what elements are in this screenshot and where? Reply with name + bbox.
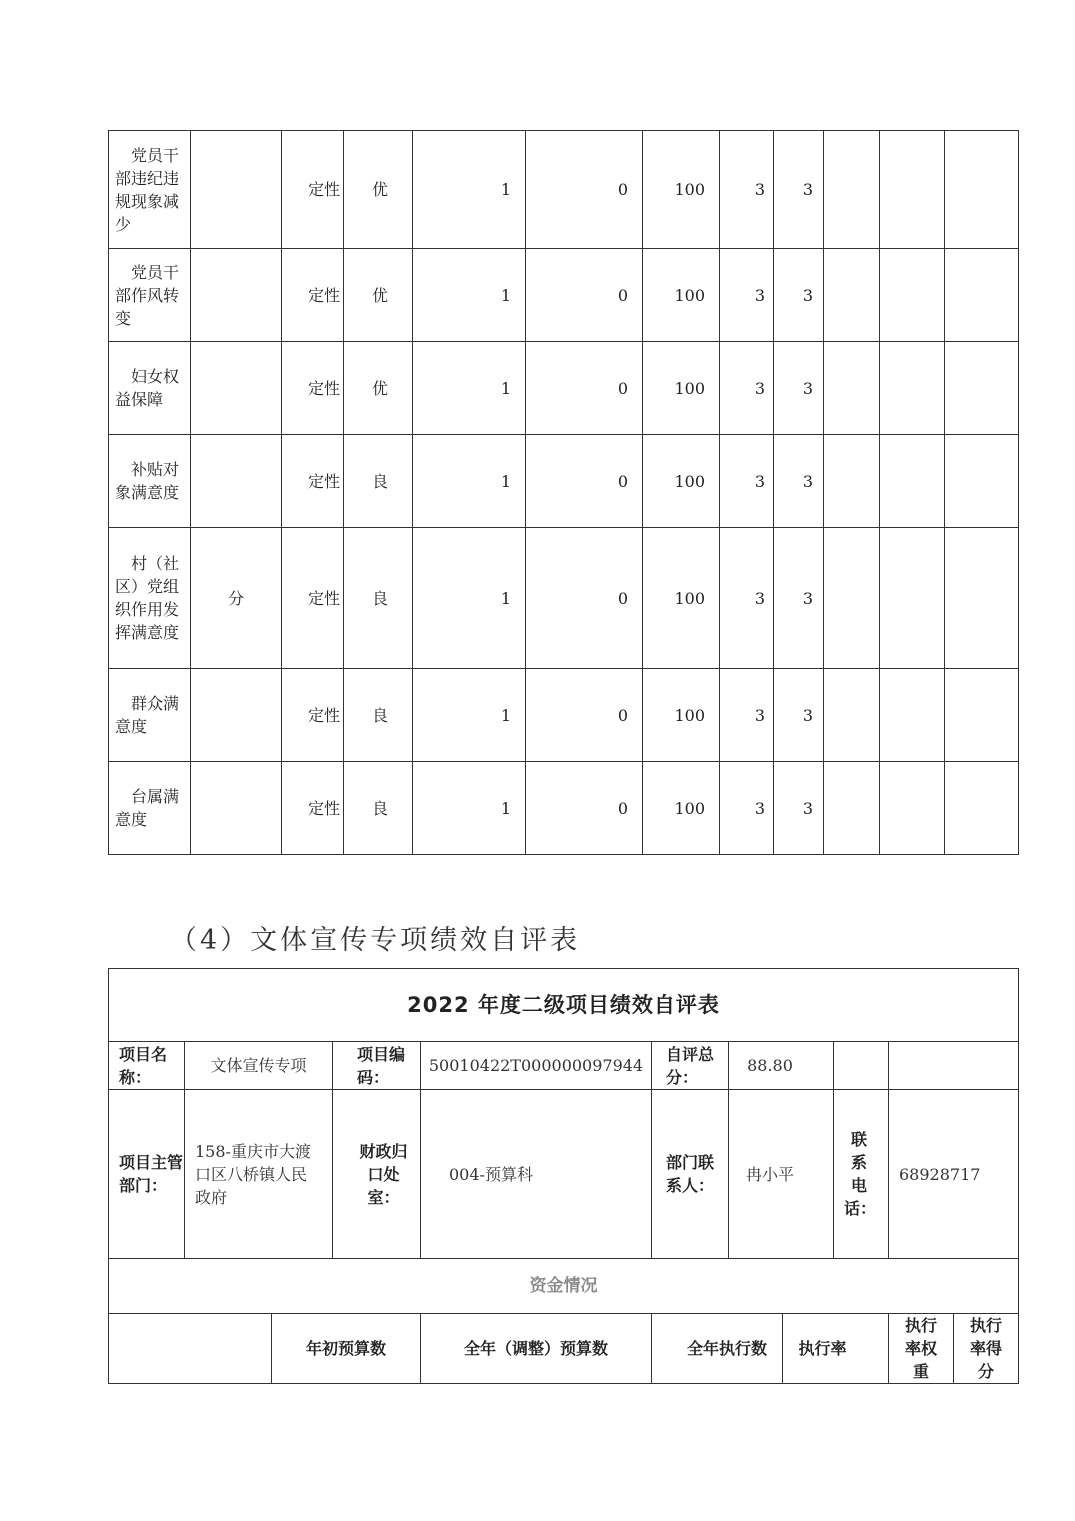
indicator-weight: 3 <box>720 435 774 528</box>
indicator-value-1: 1 <box>413 762 526 855</box>
indicator-grade: 优 <box>344 249 413 342</box>
empty-cell <box>889 1042 1019 1090</box>
indicator-grade: 良 <box>344 528 413 669</box>
project-code-value: 50010422T000000097944 <box>421 1042 652 1090</box>
section-heading: （4）文体宣传专项绩效自评表 <box>170 925 581 956</box>
header-rate-score: 执行率得分 <box>954 1314 1019 1384</box>
indicator-score: 3 <box>774 249 824 342</box>
indicator-weight: 3 <box>720 528 774 669</box>
indicator-type: 定性 <box>282 669 344 762</box>
empty-cell <box>945 131 1019 249</box>
indicator-value-2: 0 <box>526 249 643 342</box>
indicator-score: 3 <box>774 342 824 435</box>
indicator-value-1: 1 <box>413 249 526 342</box>
indicator-name: 村（社区）党组织作用发挥满意度 <box>109 528 191 669</box>
finance-label: 财政归口处室： <box>333 1090 421 1259</box>
indicator-score: 3 <box>774 131 824 249</box>
indicator-value-1: 1 <box>413 342 526 435</box>
empty-cell <box>880 249 945 342</box>
dept-label: 项目主管部门： <box>109 1090 185 1259</box>
indicator-value-2: 0 <box>526 528 643 669</box>
indicator-weight: 3 <box>720 342 774 435</box>
indicator-value-2: 0 <box>526 762 643 855</box>
indicator-name: 妇女权益保障 <box>109 342 191 435</box>
self-score-label: 自评总分： <box>652 1042 729 1090</box>
indicator-type: 定性 <box>282 342 344 435</box>
indicator-score: 3 <box>774 435 824 528</box>
indicator-value-2: 0 <box>526 342 643 435</box>
header-executed: 全年执行数 <box>652 1314 783 1384</box>
indicator-weight: 3 <box>720 762 774 855</box>
indicator-value-3: 100 <box>643 131 720 249</box>
empty-cell <box>945 669 1019 762</box>
indicator-value-3: 100 <box>643 528 720 669</box>
project-name-value: 文体宣传专项 <box>185 1042 333 1090</box>
indicator-name: 党员干部作风转变 <box>109 249 191 342</box>
indicator-grade: 良 <box>344 669 413 762</box>
contact-label: 部门联系人： <box>652 1090 729 1259</box>
indicator-type: 定性 <box>282 249 344 342</box>
indicator-score: 3 <box>774 762 824 855</box>
empty-cell <box>824 528 880 669</box>
indicator-value-2: 0 <box>526 669 643 762</box>
indicator-value-3: 100 <box>643 762 720 855</box>
table-row <box>109 131 1019 249</box>
header-rate-weight: 执行率权重 <box>889 1314 954 1384</box>
header-execution-rate: 执行率 <box>783 1314 889 1384</box>
header-adjusted-budget: 全年（调整）预算数 <box>421 1314 652 1384</box>
table-row <box>109 762 1019 855</box>
empty-cell <box>880 435 945 528</box>
empty-cell <box>880 528 945 669</box>
indicator-type: 定性 <box>282 528 344 669</box>
empty-cell <box>824 762 880 855</box>
project-name-label: 项目名称： <box>109 1042 185 1090</box>
self-evaluation-form <box>108 968 1019 1384</box>
indicator-extra <box>191 669 282 762</box>
empty-cell <box>880 762 945 855</box>
indicator-value-3: 100 <box>643 342 720 435</box>
form-title: 2022 年度二级项目绩效自评表 <box>109 969 1019 1042</box>
indicator-value-2: 0 <box>526 435 643 528</box>
indicator-name: 党员干部违纪违规现象减少 <box>109 131 191 249</box>
empty-cell <box>945 249 1019 342</box>
indicator-score: 3 <box>774 528 824 669</box>
table-row <box>109 342 1019 435</box>
empty-cell <box>880 131 945 249</box>
empty-cell <box>824 669 880 762</box>
finance-value: 004-预算科 <box>421 1090 652 1259</box>
indicator-score: 3 <box>774 669 824 762</box>
empty-cell <box>880 669 945 762</box>
contact-value: 冉小平 <box>729 1090 834 1259</box>
dept-value: 158-重庆市大渡口区八桥镇人民政府 <box>185 1090 333 1259</box>
table-row <box>109 528 1019 669</box>
indicator-value-2: 0 <box>526 131 643 249</box>
indicator-table <box>108 130 1019 855</box>
indicator-value-1: 1 <box>413 669 526 762</box>
indicator-grade: 良 <box>344 762 413 855</box>
empty-cell <box>824 249 880 342</box>
empty-cell <box>824 435 880 528</box>
indicator-weight: 3 <box>720 131 774 249</box>
header-initial-budget: 年初预算数 <box>272 1314 421 1384</box>
empty-cell <box>834 1042 889 1090</box>
self-score-value: 88.80 <box>729 1042 834 1090</box>
indicator-value-1: 1 <box>413 528 526 669</box>
indicator-extra <box>191 342 282 435</box>
indicator-weight: 3 <box>720 669 774 762</box>
empty-cell <box>945 528 1019 669</box>
funds-section-header: 资金情况 <box>109 1259 1019 1314</box>
indicator-type: 定性 <box>282 762 344 855</box>
indicator-extra <box>191 435 282 528</box>
project-code-label: 项目编码： <box>333 1042 421 1090</box>
empty-cell <box>824 131 880 249</box>
indicator-type: 定性 <box>282 131 344 249</box>
empty-cell <box>109 1314 272 1384</box>
phone-value: 68928717 <box>889 1090 1019 1259</box>
indicator-value-3: 100 <box>643 249 720 342</box>
indicator-grade: 优 <box>344 131 413 249</box>
indicator-value-3: 100 <box>643 669 720 762</box>
indicator-grade: 优 <box>344 342 413 435</box>
empty-cell <box>945 762 1019 855</box>
indicator-value-3: 100 <box>643 435 720 528</box>
table-row <box>109 249 1019 342</box>
indicator-extra <box>191 131 282 249</box>
table-row <box>109 669 1019 762</box>
indicator-value-1: 1 <box>413 131 526 249</box>
phone-label: 联系电话： <box>834 1090 889 1259</box>
indicator-grade: 良 <box>344 435 413 528</box>
indicator-name: 群众满意度 <box>109 669 191 762</box>
empty-cell <box>880 342 945 435</box>
indicator-weight: 3 <box>720 249 774 342</box>
empty-cell <box>945 435 1019 528</box>
indicator-extra <box>191 762 282 855</box>
indicator-type: 定性 <box>282 435 344 528</box>
indicator-extra: 分 <box>191 528 282 669</box>
empty-cell <box>945 342 1019 435</box>
table-row <box>109 435 1019 528</box>
indicator-name: 台属满意度 <box>109 762 191 855</box>
indicator-extra <box>191 249 282 342</box>
indicator-value-1: 1 <box>413 435 526 528</box>
indicator-name: 补贴对象满意度 <box>109 435 191 528</box>
empty-cell <box>824 342 880 435</box>
